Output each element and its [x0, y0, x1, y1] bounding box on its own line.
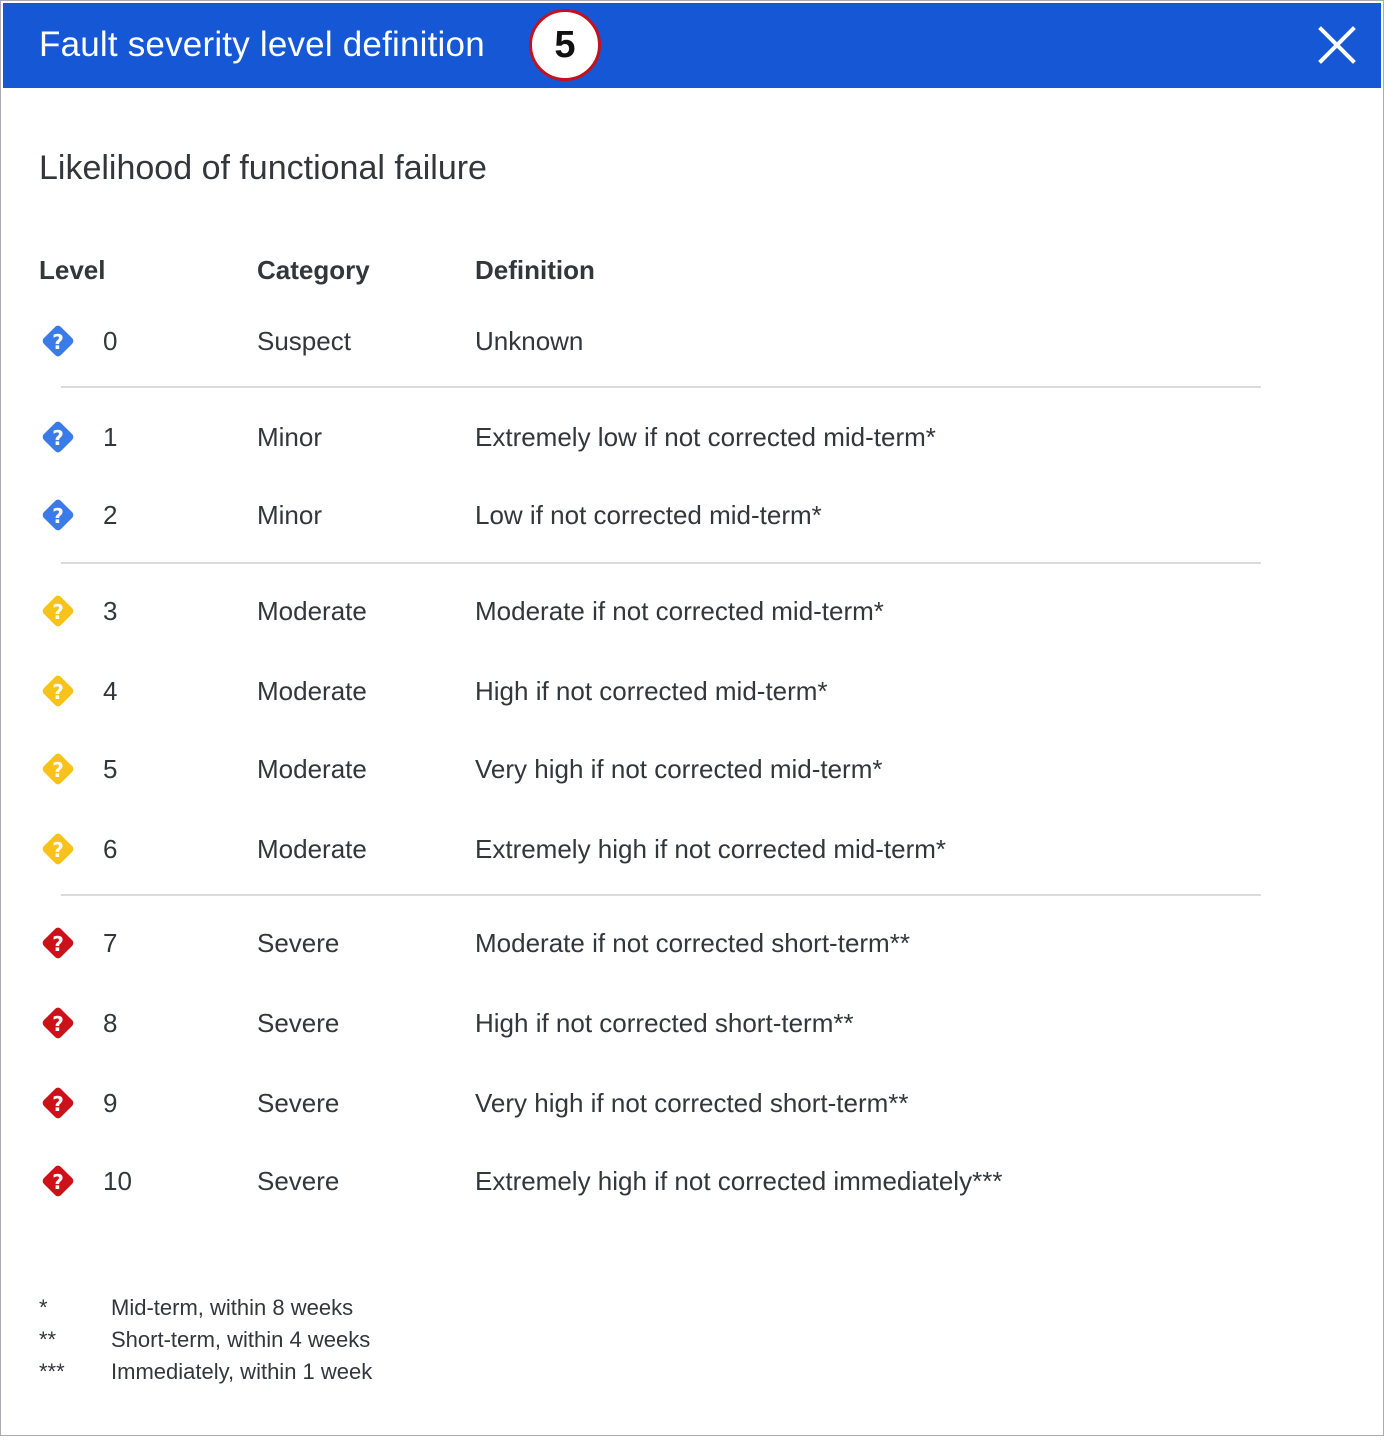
definition-value: Extremely high if not corrected immediately*** [475, 1166, 1003, 1196]
definition-value: Moderate if not corrected short-term** [475, 928, 910, 958]
section-title: Likelihood of functional failure [39, 149, 487, 187]
category-value: Severe [257, 1088, 340, 1118]
close-icon [1315, 23, 1359, 67]
svg-text:?: ? [52, 838, 64, 862]
svg-text:?: ? [52, 600, 64, 624]
level-value: 9 [103, 1088, 118, 1118]
column-header-category: Category [257, 255, 370, 285]
definition-value: Very high if not corrected mid-term* [475, 754, 883, 784]
table-row [1, 322, 1301, 362]
column-header-definition: Definition [475, 255, 595, 285]
close-button[interactable] [1315, 23, 1359, 67]
question-diamond-yellow-icon [39, 830, 77, 868]
category-value: Minor [257, 422, 323, 452]
category-value: Severe [257, 928, 340, 958]
question-diamond-blue-icon [39, 322, 77, 360]
svg-text:?: ? [52, 1012, 64, 1036]
level-value: 4 [103, 676, 118, 706]
svg-text:?: ? [52, 680, 64, 704]
question-diamond-red-icon [39, 1004, 77, 1042]
definition-value: Very high if not corrected short-term** [475, 1088, 909, 1118]
footnote-mark: *** [39, 1359, 65, 1384]
category-value: Moderate [257, 676, 367, 706]
level-value: 8 [103, 1008, 118, 1038]
category-value: Minor [257, 500, 323, 530]
category-value: Moderate [257, 754, 367, 784]
level-value: 1 [103, 422, 118, 452]
table-row [1, 1004, 1301, 1044]
question-diamond-yellow-icon [39, 750, 77, 788]
category-value: Severe [257, 1166, 340, 1196]
table-row [1, 672, 1301, 712]
question-diamond-blue-icon [39, 496, 77, 534]
svg-text:?: ? [52, 330, 64, 354]
svg-text:?: ? [52, 504, 64, 528]
table-row [1, 496, 1301, 536]
footnote-text: Short-term, within 4 weeks [111, 1327, 371, 1352]
table-row [1, 1084, 1301, 1124]
svg-text:?: ? [52, 426, 64, 450]
table-row [1, 750, 1301, 790]
group-divider [61, 894, 1261, 896]
definition-value: Moderate if not corrected mid-term* [475, 596, 884, 626]
definition-value: Low if not corrected mid-term* [475, 500, 822, 530]
category-value: Severe [257, 1008, 340, 1038]
level-value: 2 [103, 500, 118, 530]
definition-value: Unknown [475, 326, 584, 356]
level-value: 10 [103, 1166, 132, 1196]
group-divider [61, 386, 1261, 388]
footnote-mark: ** [39, 1327, 57, 1352]
svg-text:?: ? [52, 932, 64, 956]
definition-value: Extremely high if not corrected mid-term* [475, 834, 947, 864]
svg-text:?: ? [52, 1170, 64, 1194]
group-divider [61, 562, 1261, 564]
table-row [1, 924, 1301, 964]
dialog-title: Fault severity level definition [39, 25, 485, 64]
question-diamond-red-icon [39, 1084, 77, 1122]
level-value: 6 [103, 834, 118, 864]
table-row [1, 830, 1301, 870]
dialog-header [3, 3, 1381, 88]
table-row [1, 592, 1301, 632]
svg-text:?: ? [52, 1092, 64, 1116]
category-value: Moderate [257, 834, 367, 864]
level-value: 0 [103, 326, 118, 356]
svg-text:?: ? [52, 758, 64, 782]
question-diamond-yellow-icon [39, 672, 77, 710]
level-value: 7 [103, 928, 118, 958]
question-diamond-yellow-icon [39, 592, 77, 630]
footnote-text: Mid-term, within 8 weeks [111, 1295, 354, 1320]
category-value: Moderate [257, 596, 367, 626]
category-value: Suspect [257, 326, 351, 356]
level-value: 5 [103, 754, 118, 784]
definition-value: Extremely low if not corrected mid-term* [475, 422, 936, 452]
level-value: 3 [103, 596, 118, 626]
table-row [1, 1162, 1301, 1202]
question-diamond-blue-icon [39, 418, 77, 456]
question-diamond-red-icon [39, 924, 77, 962]
definition-value: High if not corrected short-term** [475, 1008, 854, 1038]
question-diamond-red-icon [39, 1162, 77, 1200]
column-header-level: Level [39, 255, 106, 285]
footnote-mark: * [39, 1295, 48, 1320]
step-badge: 5 [529, 9, 601, 81]
table-row [1, 418, 1301, 458]
footnote-text: Immediately, within 1 week [111, 1359, 373, 1384]
definition-value: High if not corrected mid-term* [475, 676, 828, 706]
